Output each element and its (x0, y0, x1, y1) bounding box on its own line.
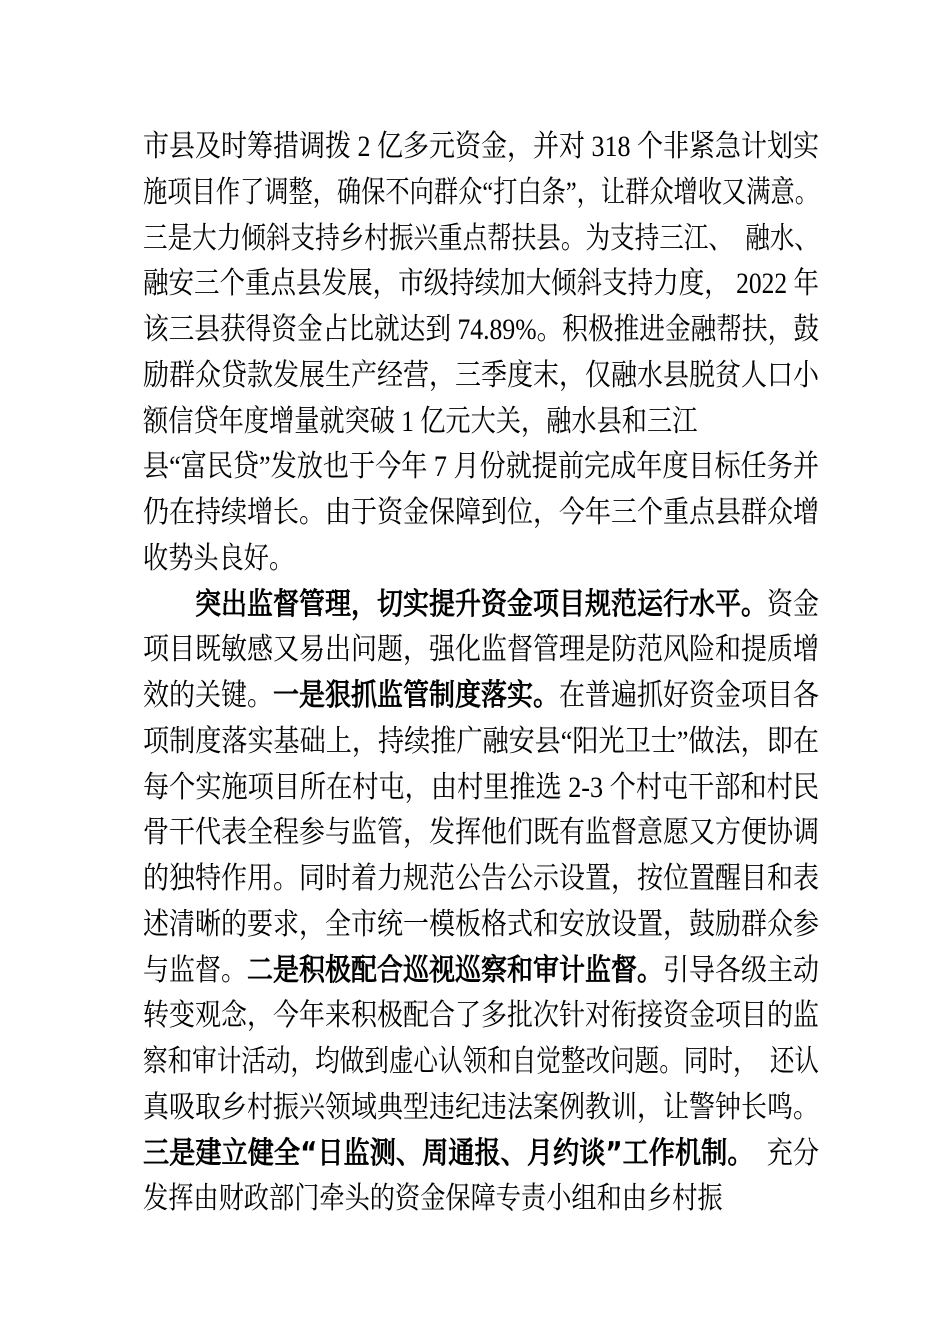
paragraph-supervision-management (143, 582, 819, 1223)
text-line (143, 1039, 819, 1085)
body-text: 的独特作用。同时着力规范公告公示设置，按位置醒目和表 (143, 862, 819, 895)
document-text-block (143, 124, 819, 1222)
text-line (143, 1176, 819, 1222)
text-line (143, 490, 819, 536)
body-text: 转变观念，今年来积极配合了多批次针对衔接资金项目的监 (143, 999, 819, 1033)
body-text: 发挥由财政部门牵头的资金保障专责小组和由乡村振 (143, 1182, 723, 1216)
text-line-content (143, 856, 819, 902)
text-line-content (143, 124, 819, 170)
body-text: 项制度落实基础上，持续推广融安县“阳光卫士”做法，即在 (143, 724, 819, 758)
text-line-content (143, 444, 819, 490)
text-line-content (143, 627, 819, 673)
text-line-content (143, 719, 819, 765)
body-text: 该三县获得资金占比就达到 74.89%。积极推进金融帮扶，鼓 (143, 313, 819, 346)
body-text: 县“富民贷”发放也于今年 7 月份就提前完成年度目标任务并 (143, 450, 819, 484)
text-line-content (143, 810, 819, 856)
text-line-content (143, 536, 294, 582)
body-text: 融安三个重点县发展，市级持续加大倾斜支持力度， 2022 年 (143, 267, 819, 301)
text-line-content (143, 353, 819, 399)
text-line-content (143, 993, 819, 1039)
text-line-content (143, 1176, 723, 1222)
body-text: 收势头良好。 (143, 541, 295, 575)
text-line (143, 444, 819, 490)
text-line (143, 582, 819, 628)
text-line-content (143, 170, 819, 216)
text-line (143, 765, 819, 811)
body-text: 项目既敏感又易出问题，强化监督管理是防范风险和提质增 (143, 633, 819, 667)
text-line (143, 399, 819, 445)
text-line (143, 124, 819, 170)
emphasis-text: 突出监督管理，切实提升资金项目规范运行水平。 (143, 586, 767, 622)
body-text: 在普遍抓好资金项目各 (559, 679, 819, 712)
text-line (143, 719, 819, 765)
text-line-content (143, 490, 819, 536)
text-line (143, 993, 819, 1039)
emphasis-text: 三是建立健全“日监测、周通报、月约谈”工作机制。 (143, 1135, 741, 1171)
text-line (143, 1085, 819, 1131)
body-text: 每个实施项目所在村屯，由村里推选 2-3 个村屯干部和村民 (143, 770, 819, 804)
body-text: 充分 (740, 1136, 819, 1170)
body-text: 骨干代表全程参与监管，发挥他们既有监督意愿又方便协调 (143, 816, 819, 850)
body-text: 仍在持续增长。由于资金保障到位，今年三个重点县群众增 (143, 496, 819, 529)
body-text: 述清晰的要求，全市统一模板格式和安放设置，鼓励群众参 (143, 907, 819, 941)
emphasis-text: 一是狠抓监管制度落实。 (273, 678, 559, 713)
text-line (143, 216, 819, 262)
emphasis-text: 二是积极配合巡视巡察和审计监督。 (247, 952, 663, 988)
text-line (143, 1131, 819, 1177)
body-text: 资金 (767, 587, 819, 621)
body-text: 真吸取乡村振兴领域典型违纪违法案例教训，让警钟长鸣。 (143, 1090, 819, 1124)
text-line-content (143, 948, 819, 994)
body-text: 市县及时筹措调拨 2 亿多元资金，并对 318 个非紧急计划实 (143, 130, 819, 163)
paragraph-fund-allocation (143, 124, 819, 582)
body-text: 励群众贷款发展生产经营，三季度末，仅融水县脱贫人口小 (143, 358, 819, 392)
body-text: 效的关键。 (143, 679, 273, 712)
text-line (143, 856, 819, 902)
text-line-content (143, 1039, 819, 1085)
body-text: 三是大力倾斜支持乡村振兴重点帮扶县。为支持三江、 融水、 (143, 221, 819, 255)
text-line-content (143, 582, 819, 628)
body-text: 察和审计活动，均做到虚心认领和自觉整改问题。同时， 还认 (143, 1045, 819, 1078)
text-line (143, 673, 819, 719)
body-text: 额信贷年度增量就突破 1 亿元大关，融水县和三江 (143, 404, 698, 438)
body-text: 施项目作了调整，确保不向群众“打白条”，让群众增收又满意。 (143, 175, 819, 209)
text-line-content (143, 307, 819, 353)
text-line-content (143, 765, 819, 811)
text-line (143, 536, 819, 582)
text-line (143, 261, 819, 307)
text-line-content (143, 216, 819, 262)
text-line-content (143, 902, 819, 948)
text-line (143, 810, 819, 856)
text-line (143, 170, 819, 216)
text-line-content (143, 673, 819, 719)
text-line (143, 627, 819, 673)
text-line (143, 948, 819, 994)
text-line (143, 353, 819, 399)
body-text: 与监督。 (143, 953, 247, 987)
text-line (143, 307, 819, 353)
text-line-content (143, 399, 697, 445)
text-line-content (143, 1131, 819, 1177)
text-line (143, 902, 819, 948)
body-text: 引导各级主动 (663, 953, 819, 987)
text-line-content (143, 1085, 819, 1131)
text-line-content (143, 261, 819, 307)
